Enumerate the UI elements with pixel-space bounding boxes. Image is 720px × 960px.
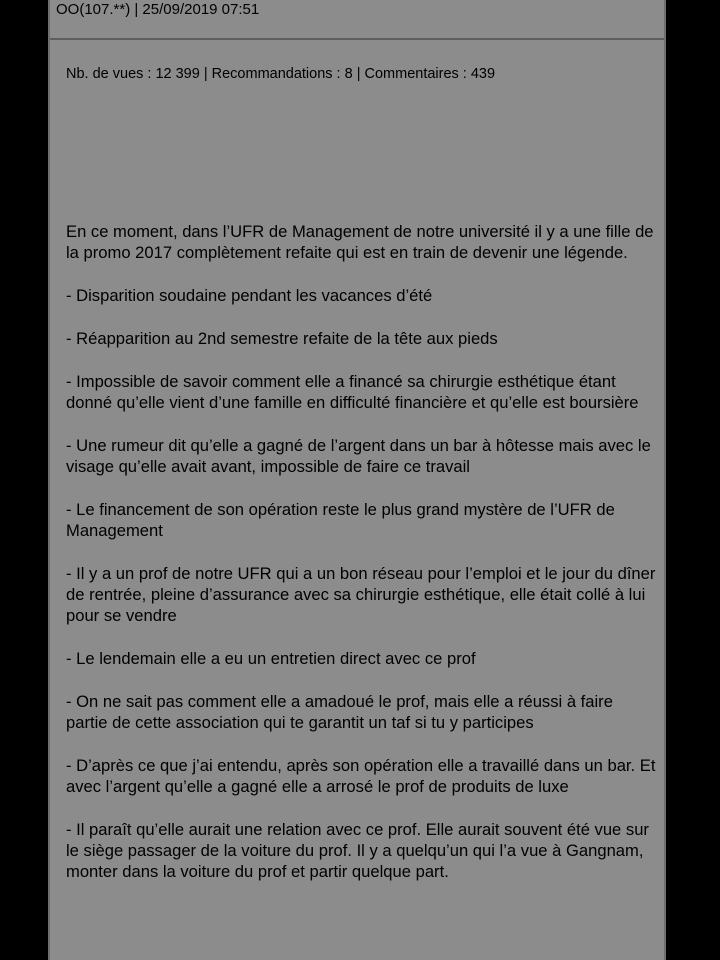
paragraph-intro: En ce moment, dans l’UFR de Management de notre université il y a une fille de la promo 2017 complètement refaite qui est en train de devenir une légende. (66, 222, 654, 262)
paragraph-item: - On ne sait pas comment elle a amadoué le prof, mais elle a réussi à faire partie de cette association qui te garantit un taf si tu y participes (66, 692, 613, 732)
paragraph-item: - Il y a un prof de notre UFR qui a un bon réseau pour l’emploi et le jour du dîner de rentrée, pleine d’assurance avec sa chirurgie esthétique, elle était collé à lui pour se vendre (66, 564, 656, 625)
post-header (50, 0, 664, 40)
paragraph-item: - Il paraît qu’elle aurait une relation avec ce prof. Elle aurait souvent été vue sur le siège passager de la voiture du prof. Il y a quelqu’un qui l’a vue à Gangnam, monter dans la voiture du prof et partir quelque part. (66, 820, 649, 881)
paragraph-item: - Une rumeur dit qu’elle a gagné de l’argent dans un bar à hôtesse mais avec le visage qu’elle avait avant, impossible de faire ce travail (66, 436, 651, 476)
paragraph-item: - Réapparition au 2nd semestre refaite de la tête aux pieds (66, 329, 498, 348)
post-stats: Nb. de vues : 12 399 | Recommandations : 8 | Commentaires : 439 (66, 66, 496, 82)
author-timestamp: OO(107.**) | 25/09/2019 07:51 (56, 1, 260, 18)
post-body (66, 221, 658, 904)
paragraph-item: - Impossible de savoir comment elle a financé sa chirurgie esthétique étant donné qu’elle vient d’une famille en difficulté financière et qu’elle est boursière (66, 372, 639, 412)
paragraph-item: - Le financement de son opération reste le plus grand mystère de l’UFR de Management (66, 500, 615, 540)
paragraph-item: - Le lendemain elle a eu un entretien direct avec ce prof (66, 649, 476, 668)
paragraph-item: - D’après ce que j’ai entendu, après son opération elle a travaillé dans un bar. Et avec l’argent qu’elle a gagné elle a arrosé le prof de produits de luxe (66, 756, 656, 796)
paragraph-item: - Disparition soudaine pendant les vacances d’été (66, 286, 433, 305)
post-card (48, 0, 666, 960)
